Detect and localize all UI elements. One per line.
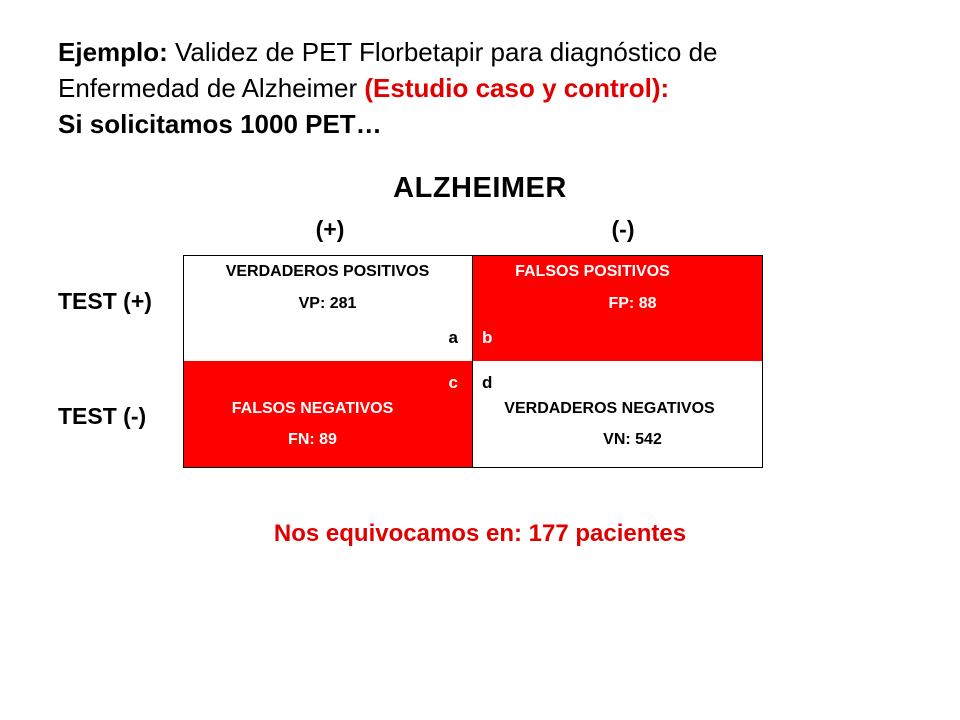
row-label-test-positive: TEST (+) (58, 288, 152, 314)
row-label-test-negative: TEST (-) (58, 403, 147, 429)
cell-true-negatives (472, 361, 763, 468)
error-summary: Nos equivocamos en: 177 pacientes (273, 520, 687, 547)
cell-false-negatives (183, 361, 472, 468)
matrix-title: ALZHEIMER (393, 172, 567, 204)
cell-c-value: FN: 89 (288, 431, 337, 448)
cell-b-letter: b (482, 328, 493, 347)
cell-a-title: VERDADEROS POSITIVOS (225, 263, 430, 280)
cell-d-value: VN: 542 (603, 431, 662, 448)
cell-true-positives (183, 255, 472, 361)
matrix-divider (472, 255, 473, 468)
cell-b-value: FP: 88 (608, 295, 657, 312)
cell-d-title: VERDADEROS NEGATIVOS (504, 400, 715, 417)
header-line-1-text: Validez de PET Florbetapir para diagnóstico de (167, 37, 718, 67)
cell-b-title: FALSOS POSITIVOS (515, 263, 670, 280)
study-type: (Estudio caso y control): (364, 73, 670, 103)
cell-a-letter: a (448, 328, 458, 347)
cell-c-title: FALSOS NEGATIVOS (231, 400, 394, 417)
header-line-3: Si solicitamos 1000 PET… (58, 109, 382, 139)
cell-false-positives (472, 255, 763, 361)
header-line-2-text: Enfermedad de Alzheimer (58, 73, 365, 103)
header-line-2 (58, 70, 918, 106)
ejemplo-label: Ejemplo: (58, 37, 168, 67)
header-line-1 (58, 34, 918, 70)
column-label-negative: (-) (611, 216, 635, 242)
slide-header (58, 34, 918, 142)
cell-d-letter: d (482, 373, 493, 392)
column-label-positive: (+) (315, 216, 345, 242)
cell-c-letter: c (448, 373, 458, 392)
cell-a-value: VP: 281 (298, 295, 357, 312)
